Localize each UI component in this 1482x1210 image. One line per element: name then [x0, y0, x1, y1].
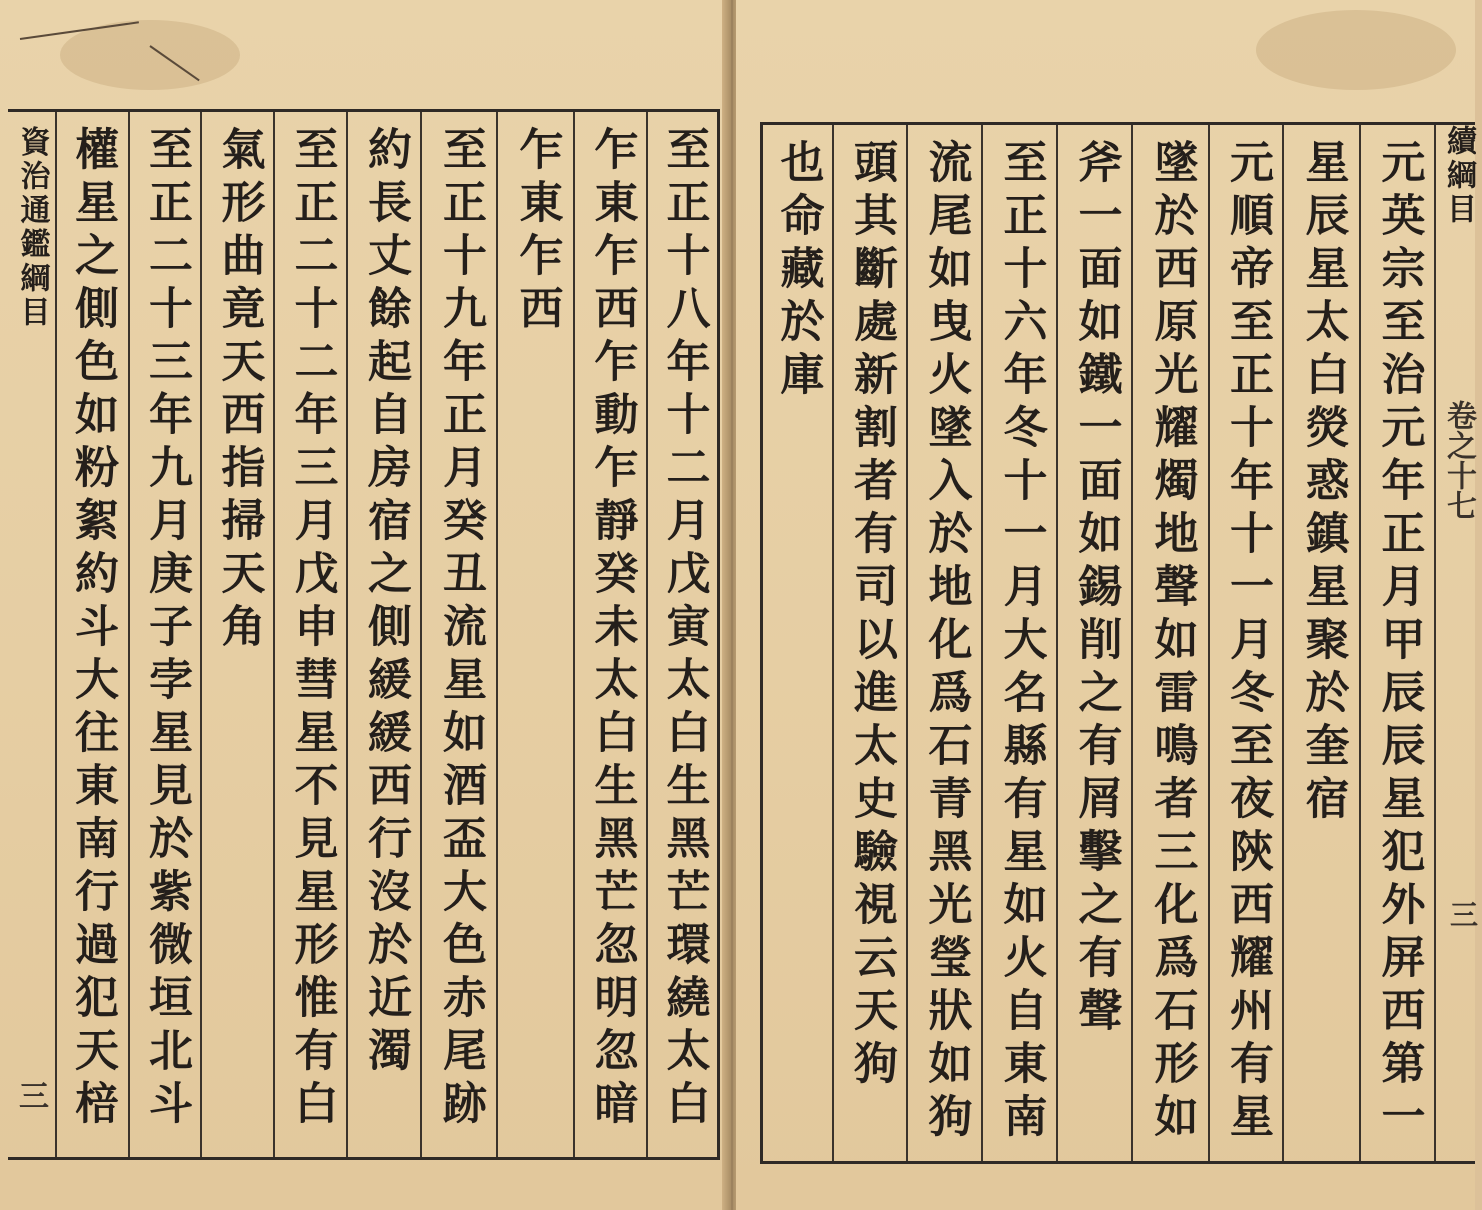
text-column: [1359, 125, 1436, 1161]
right-margin-title: 續綱目: [1441, 125, 1476, 227]
text-column: [1282, 125, 1361, 1161]
right-margin-column: [1434, 125, 1480, 1161]
text-column: [273, 112, 348, 1157]
column-text: 至正二十三年九月庚子孛星見於紫微垣北斗: [141, 126, 192, 1133]
text-column: [1131, 125, 1210, 1161]
column-text: 至正十六年冬十一月大名縣有星如火自東南: [995, 139, 1047, 1146]
text-column: [56, 112, 128, 1157]
text-column: [1208, 125, 1284, 1161]
left-page-number: 三: [13, 1080, 48, 1110]
text-column: [981, 125, 1058, 1161]
text-column: [906, 125, 983, 1161]
text-column: [420, 112, 498, 1157]
column-text: 墜於西原光耀燭地聲如雷鳴者三化爲石形如: [1146, 139, 1198, 1146]
left-page: [0, 0, 728, 1210]
column-text: 權星之側色如粉絮約斗大往東南行過犯天棓: [67, 126, 118, 1133]
right-page: [736, 0, 1479, 1210]
column-text: 頭其斷處新割者有司以進太史驗視云天狗: [846, 139, 897, 1093]
column-text: 乍東乍西乍動乍靜癸未太白生黑芒忽明忽暗: [586, 126, 638, 1133]
text-column: [496, 112, 575, 1157]
column-text: 約長丈餘起自房宿之側緩緩西行沒於近濁: [360, 126, 411, 1080]
left-text-frame: [8, 109, 720, 1160]
paper-stain: [1256, 10, 1456, 90]
column-text: 斧一面如鐵一面如錫削之有屑擊之有聲: [1070, 139, 1122, 1040]
left-margin-column: [8, 112, 57, 1157]
column-text: 元順帝至正十年十一月冬至夜陝西耀州有星: [1222, 139, 1273, 1146]
text-column: [200, 112, 275, 1157]
column-text: 至正十八年十二月戊寅太白生黑芒環繞太白: [658, 126, 710, 1133]
column-text: 流尾如曳火墜入於地化爲石青黑光瑩狀如狗: [920, 139, 972, 1146]
left-margin-title: 資治通鑑綱目: [14, 126, 50, 330]
column-text: 乍東乍西: [511, 126, 563, 338]
right-page-number: 三: [1446, 900, 1479, 928]
column-text: 至正十九年正月癸丑流星如酒盃大色赤尾跡: [435, 126, 486, 1133]
text-column: [832, 125, 908, 1161]
column-text: 元英宗至治元年正月甲辰辰星犯外屏西第一: [1373, 139, 1425, 1146]
text-column: [573, 112, 648, 1157]
column-text: 氣形曲竟天西指掃天角: [213, 126, 265, 656]
text-column: [1056, 125, 1133, 1161]
text-column: [646, 112, 719, 1157]
text-column: [346, 112, 422, 1157]
column-text: 星辰星太白熒惑鎮星聚於奎宿: [1297, 139, 1349, 828]
text-column: [763, 125, 832, 1161]
right-margin-volume: 卷之十七: [1441, 400, 1476, 520]
right-text-frame: [760, 122, 1475, 1164]
column-text: 至正二十二年三月戊申彗星不見星形惟有白: [286, 126, 338, 1133]
column-text: 也命藏於庫: [772, 139, 824, 404]
text-column: [128, 112, 202, 1157]
